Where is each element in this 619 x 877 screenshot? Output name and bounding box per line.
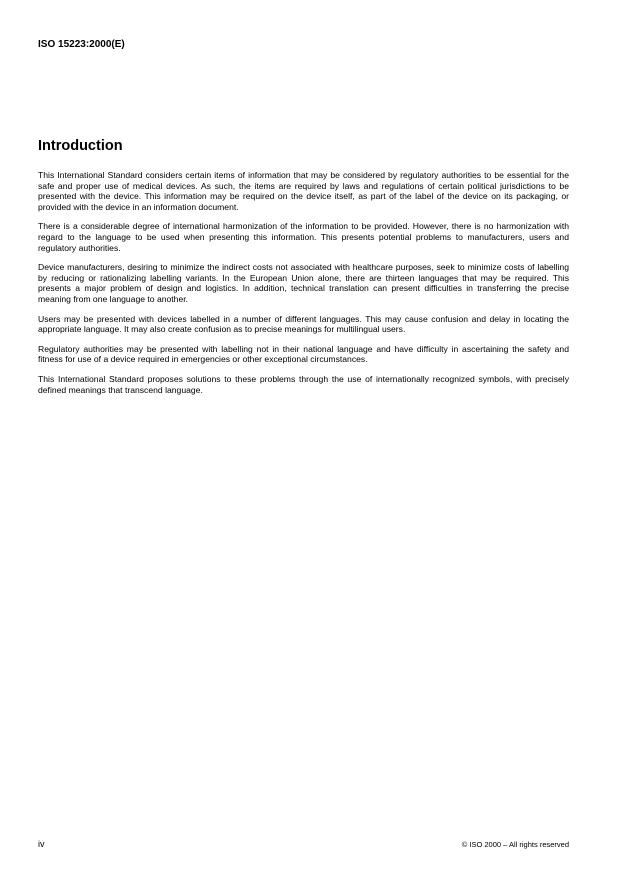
- paragraph: Device manufacturers, desiring to minimize the indirect costs not associated with healthcare purposes, seek to minimize costs of labelling by reducing or rationalizing labelling variants. In the European Union alone, there are thirteen languages that may be required. This presents a major problem of design and logistics. In addition, technical translation can present difficulties in transferring the precise meaning from one language to another.: [38, 262, 569, 304]
- copyright-notice: © ISO 2000 – All rights reserved: [461, 840, 569, 849]
- page-number: iv: [38, 839, 45, 849]
- document-id-header: ISO 15223:2000(E): [38, 39, 125, 50]
- paragraph: Regulatory authorities may be presented with labelling not in their national language and have difficulty in ascertaining the safety and fitness for use of a device required in emergencies or other exceptional circumstances.: [38, 343, 569, 365]
- paragraph: This International Standard proposes solutions to these problems through the use of internationally recognized symbols, with precisely defined meanings that transcend language.: [38, 373, 569, 395]
- introduction-body: [38, 170, 569, 404]
- paragraph: Users may be presented with devices labelled in a number of different languages. This may cause confusion and delay in locating the appropriate language. It may also create confusion as to precise meanings for multilingual users.: [38, 313, 569, 335]
- paragraph: This International Standard considers certain items of information that may be considered by regulatory authorities to be essential for the safe and proper use of medical devices. As such, the items are required by laws and regulations of certain political jurisdictions to be presented with the device. This information may be required on the device itself, as part of the label of the device on its packaging, or provided with the device in an information document.: [38, 170, 569, 212]
- page-title: Introduction: [38, 138, 123, 154]
- paragraph: There is a considerable degree of international harmonization of the information to be provided. However, there is no harmonization with regard to the language to be used when presenting this information. This presents potential problems to manufacturers, users and regulatory authorities.: [38, 221, 569, 253]
